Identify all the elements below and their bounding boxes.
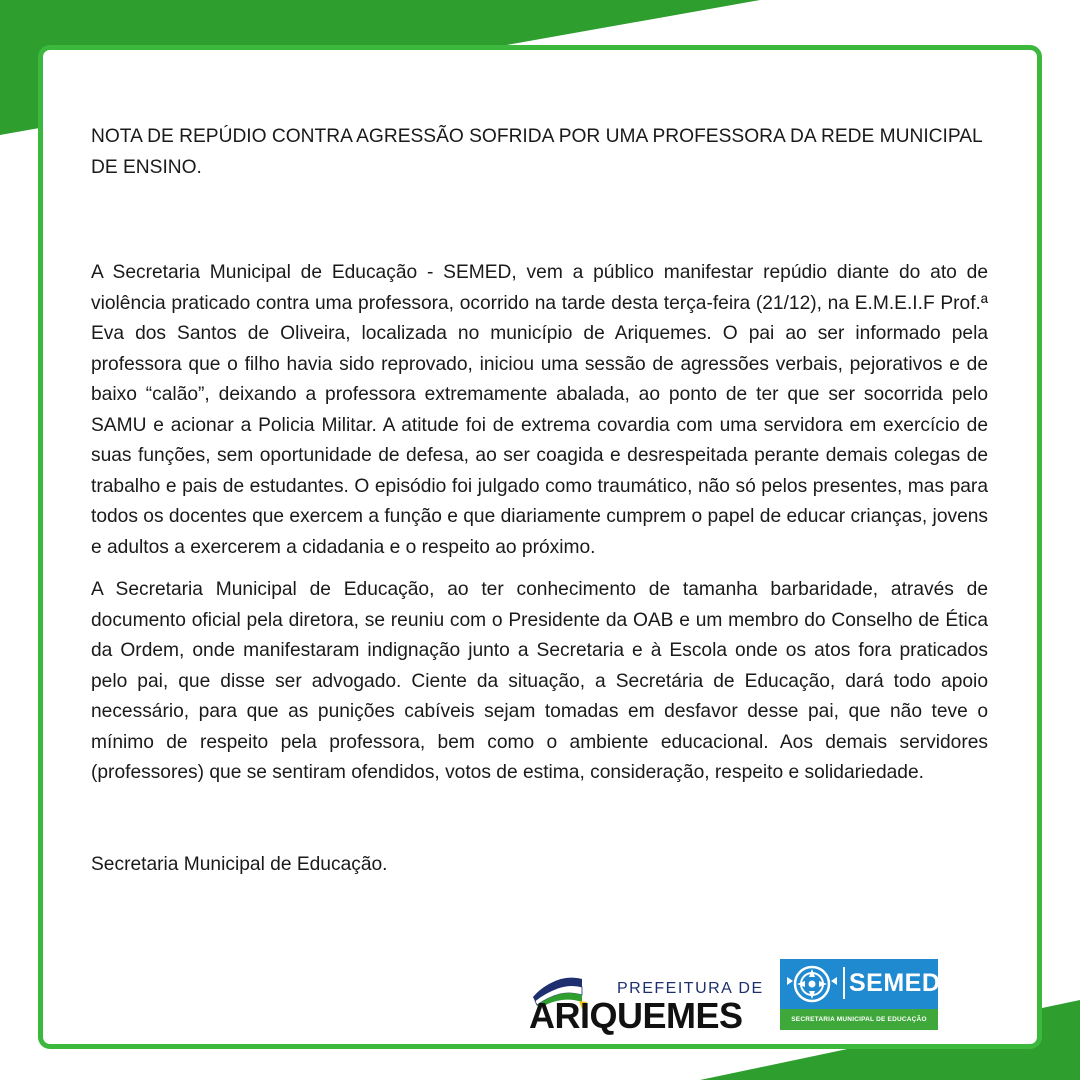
semed-divider — [843, 967, 845, 999]
semed-logo — [780, 959, 941, 1030]
notice-paragraph-2: A Secretaria Municipal de Educação, ao ter conhecimento de tamanha barbaridade, através de documento oficial pela diretora, se reuniu com o Presidente da OAB e um membro do Conselho de Ética da Ordem, onde manifestaram indignação junto a Secretaria e à Escola onde os atos fora praticados pelo pai, que disse ser advogado. Ciente da situação, a Secretária de Educação, dará todo apoio necessário, para que as punições cabíveis sejam tomadas em desfavor desse pai, que não teve o mínimo de respeito pela professora, bem como o ambiente educacional. Aos demais servidores (professores) que se sentiram ofendidos, votos de estima, consideração, respeito e solidariedade. — [91, 579, 988, 783]
semed-caption: SECRETARIA MUNICIPAL DE EDUCAÇÃO — [791, 1016, 927, 1023]
notice-content — [91, 122, 988, 880]
prefeitura-label: PREFEITURA DE — [617, 980, 764, 997]
notice-signature: Secretaria Municipal de Educação. — [91, 853, 388, 875]
semed-emblem-icon — [784, 963, 840, 1005]
ariquemes-label: ARIQUEMES — [529, 995, 743, 1036]
prefeitura-ariquemes-logo — [527, 975, 764, 1036]
notice-title: NOTA DE REPÚDIO CONTRA AGRESSÃO SOFRIDA POR UMA PROFESSORA DA REDE MUNICIPAL DE ENSINO. — [91, 126, 982, 178]
notice-paragraph-1: A Secretaria Municipal de Educação - SEMED, vem a público manifestar repúdio diante do ato de violência praticado contra uma professora, ocorrido na tarde desta terça-feira (21/12), na E.M.E.I.F Prof.ª Eva dos Santos de Oliveira, localizada no município de Ariquemes. O pai ao ser informado pela professora que o filho havia sido reprovado, iniciou uma sessão de agressões verbais, pejorativos e de baixo “calão”, deixando a professora extremamente abalada, ao ponto de ter que ser socorrida pelo SAMU e acionar a Policia Militar. A atitude foi de extrema covardia com uma servidora em exercício de suas funções, sem oportunidade de defesa, ao ser coagida e desrespeitada perante demais colegas de trabalho e pais de estudantes. O episódio foi julgado como traumático, não só pelos presentes, mas para todos os docentes que exercem a função e que diariamente cumprem o papel de educar crianças, jovens e adultos a exercerem a cidadania e o respeito ao próximo. — [91, 262, 989, 558]
semed-acronym: SEMED — [849, 969, 941, 997]
